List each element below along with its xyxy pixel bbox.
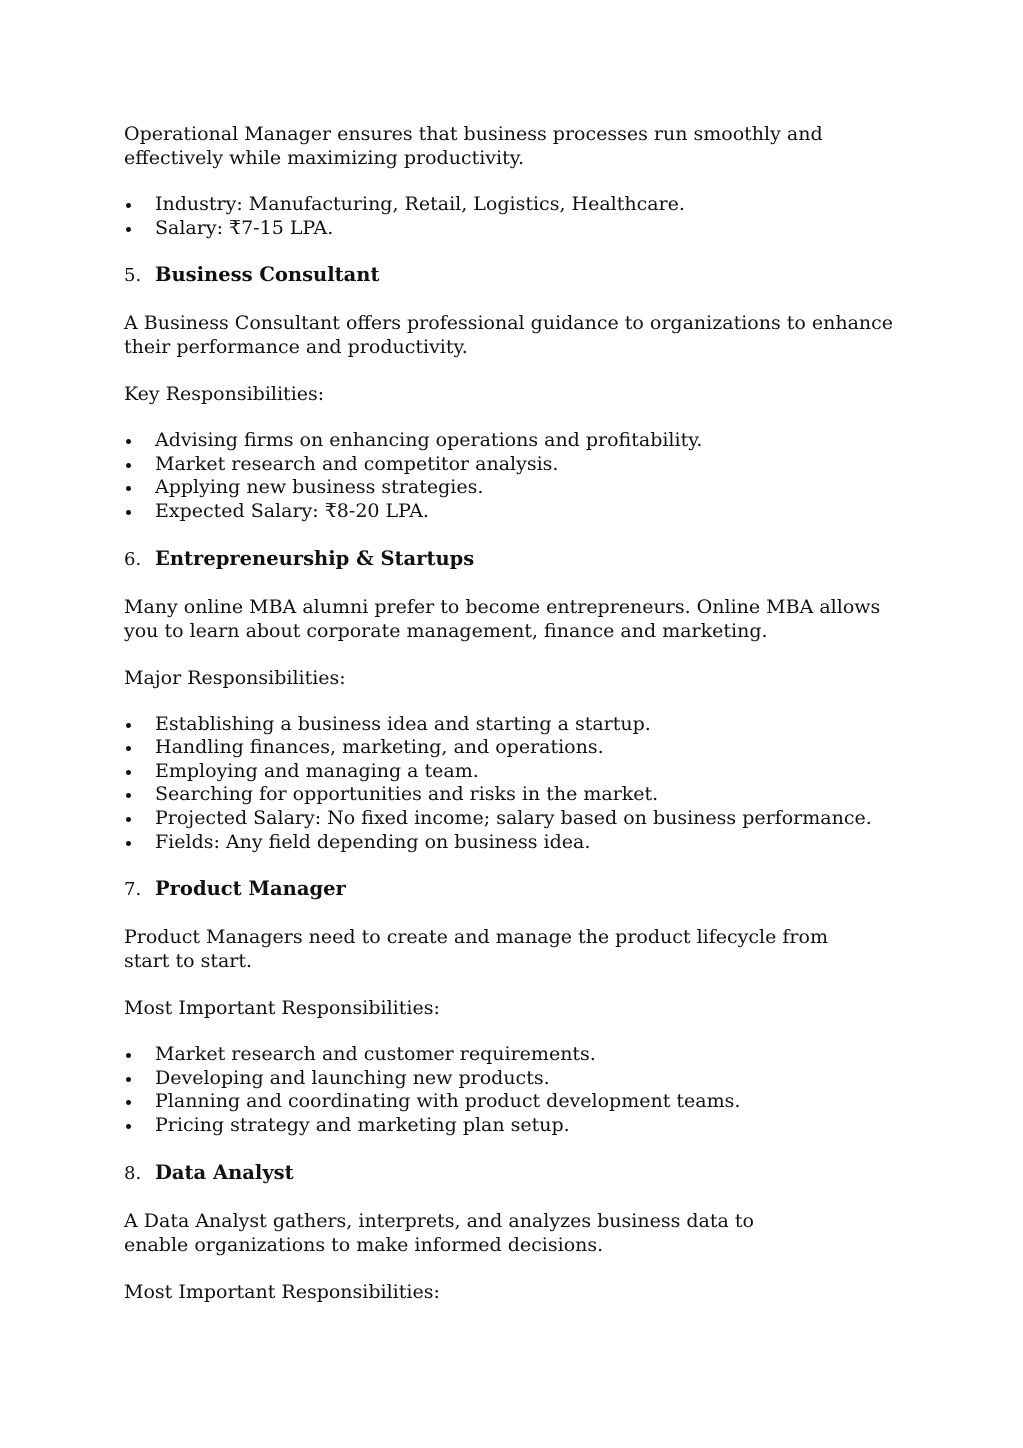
responsibilities-label: Major Responsibilities: [124,666,346,689]
bullet-icon [126,510,131,515]
bullet-icon [126,793,131,798]
bullet-icon [126,1077,131,1082]
list-item: Developing and launching new products. [124,1067,914,1091]
responsibilities-label: Most Important Responsibilities: [124,1280,440,1303]
section-number: 8. [124,1162,142,1184]
responsibilities-list [124,1043,914,1137]
bullet-icon [126,746,131,751]
bullet-icon [126,1053,131,1058]
list-item: Fields: Any field depending on business idea. [124,831,914,855]
bullet-icon [126,770,131,775]
list-item: Projected Salary: No fixed income; salary based on business performance. [124,807,914,831]
section-description: Product Managers need to create and manage the product lifecycle from start to start. [124,926,828,973]
list-item: Advising firms on enhancing operations and profitability. [124,429,914,453]
section-title: Entrepreneurship & Startups [155,546,475,570]
bullet-icon [126,1100,131,1105]
list-item: Market research and customer requirements. [124,1043,914,1067]
responsibilities-label: Most Important Responsibilities: [124,997,440,1020]
section-heading-product-manager [124,877,914,902]
list-item: Applying new business strategies. [124,476,914,500]
bullet-icon [126,439,131,444]
section-heading-entrepreneurship [124,547,914,572]
section-description: A Data Analyst gathers, interprets, and analyzes business data to enable organizations to make informed decisions. [124,1209,754,1256]
list-item: Handling finances, marketing, and operations. [124,736,914,760]
section-title: Business Consultant [155,263,380,287]
section-number: 7. [124,879,142,901]
bullet-icon [126,841,131,846]
bullet-icon [126,817,131,822]
list-item: Pricing strategy and marketing plan setup. [124,1114,914,1138]
list-item: Salary: ₹7-15 LPA. [124,217,914,241]
responsibilities-list [124,713,914,855]
list-item: Establishing a business idea and starting a startup. [124,713,914,737]
list-item: Industry: Manufacturing, Retail, Logistics, Healthcare. [124,193,914,217]
intro-paragraph: Operational Manager ensures that business processes run smoothly and effectively while maximizing productivity. [124,123,823,169]
document-page [124,122,914,1327]
list-item: Searching for opportunities and risks in the market. [124,783,914,807]
section-heading-data-analyst [124,1161,914,1186]
list-item: Planning and coordinating with product development teams. [124,1090,914,1114]
section-description: A Business Consultant offers professional guidance to organizations to enhance their performance and productivity. [124,312,894,359]
bullet-icon [126,203,131,208]
responsibilities-list [124,429,914,523]
bullet-icon [126,1124,131,1129]
list-item: Market research and competitor analysis. [124,453,914,477]
intro-list [124,193,914,240]
bullet-icon [126,463,131,468]
section-number: 6. [124,548,142,570]
section-number: 5. [124,265,142,287]
responsibilities-label: Key Responsibilities: [124,383,325,406]
bullet-icon [126,723,131,728]
section-title: Data Analyst [155,1160,294,1184]
section-title: Product Manager [155,877,346,901]
list-item: Employing and managing a team. [124,760,914,784]
section-heading-business-consultant [124,263,914,288]
section-description: Many online MBA alumni prefer to become entrepreneurs. Online MBA allows you to learn about corporate management, finance and marketing. [124,595,881,642]
bullet-icon [126,486,131,491]
list-item: Expected Salary: ₹8-20 LPA. [124,500,914,524]
bullet-icon [126,227,131,232]
